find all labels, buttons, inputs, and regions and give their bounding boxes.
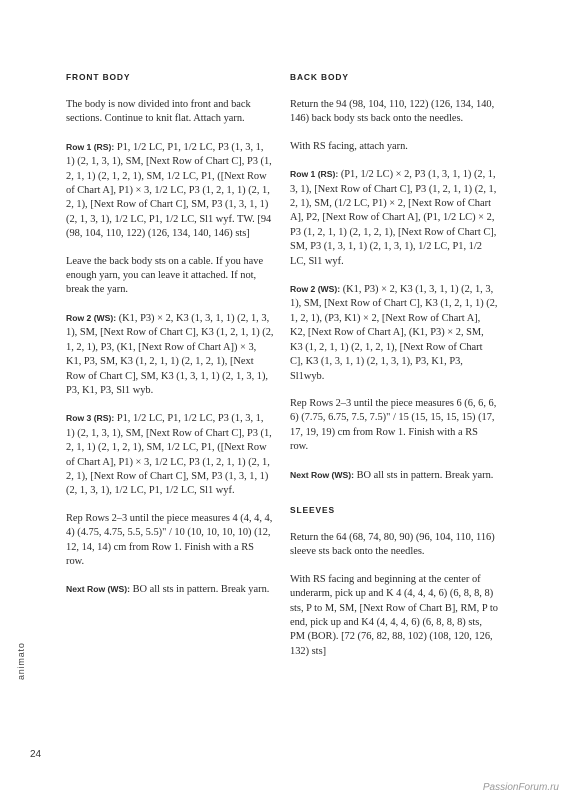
back-body-repeat: Rep Rows 2–3 until the piece measures 6 (6, 6, 6, 6) (7.75, 6.75, 7.5, 7.5)" / 15 (15, 15, 15, 15) (17, 17, 19, 19) cm from Row 1. Finish with a RS row. — [290, 397, 497, 453]
back-body-next-row — [290, 468, 498, 483]
sleeves-intro: Return the 64 (68, 74, 80, 90) (96, 104, 110, 116) sleeve sts back onto the needles. — [290, 531, 495, 558]
row-label: Row 1 (RS): — [66, 141, 115, 152]
front-body-repeat: Rep Rows 2–3 until the piece measures 4 (4, 4, 4, 4) (4.75, 4.75, 5.5, 5.5)" / 10 (10, 10, 10, 10) (12, 12, 14, 14) cm from Row 1. Finish with a RS row. — [66, 512, 273, 567]
back-body-row2 — [290, 282, 498, 384]
row-text: (K1, P3) × 2, K3 (1, 3, 1, 1) (2, 1, 3, 1), SM, [Next Row of Chart C], K3 (1, 2, 1, 1) (2, 1, 2, 1), P3, (K1, [Next Row of Chart A]) × 3, K1, P3, SM, K3 (1, 2, 1, 1) (2, 1, 2, 1), [Next Row of Chart C], SM, K3 (1, 3, 1, 1) (2, 1, 3, 1), P3, K1, P3, Sl1 wyb. — [66, 312, 274, 396]
row-label: Next Row (WS): — [290, 469, 354, 480]
row-label: Row 2 (WS): — [66, 312, 117, 323]
row-label: Row 2 (WS): — [290, 284, 341, 295]
row-text: (P1, 1/2 LC) × 2, P3 (1, 3, 1, 1) (2, 1, 3, 1), [Next Row of Chart C], P3 (1, 2, 1, 1) (2, 1, 2, 1), SM, (1/2 LC, P1) × 2, [Next Row of Chart A], P2, [Next Row of Chart A], (P1, 1/2 LC) × 2, P3 (1, 2, 1, 1) (2, 1, 2, 1), [Next Row of Chart C], SM, P3 (1, 3, 1, 1) (2, 1, 3, 1), 1/2 LC, P1, 1/2 LC, Sl1 wyf. — [290, 169, 497, 267]
front-body-row1 — [66, 140, 274, 242]
watermark: PassionForum.ru — [482, 782, 559, 793]
back-body-intro: Return the 94 (98, 104, 110, 122) (126, 134, 140, 146) back body sts back onto the needles. — [290, 99, 495, 125]
front-body-next-row — [66, 582, 274, 597]
row-label: Row 3 (RS): — [66, 413, 115, 424]
front-body-row3 — [66, 411, 274, 498]
right-column — [290, 72, 498, 672]
row-text: (K1, P3) × 2, K3 (1, 3, 1, 1) (2, 1, 3, 1), SM, [Next Row of Chart C], K3 (1, 2, 1, 1) (2, 1, 2, 1), (P3, K1) × 2, [Next Row of Chart A], K2, [Next Row of Chart A], (K1, P3) × 2, SM, K3 (1, 2, 1, 1) (2, 1, 2, 1), [Next Row of Chart C], K3 (1, 3, 1, 1) (2, 1, 3, 1), P3, K1, P3, Sl1wyb. — [290, 284, 498, 382]
page-number: 24 — [30, 749, 42, 760]
row-text: BO all sts in pattern. Break yarn. — [353, 469, 494, 481]
front-body-intro: The body is now divided into front and back sections. Continue to knit flat. Attach yarn. — [66, 99, 251, 125]
row-label: Row 1 (RS): — [290, 169, 339, 180]
side-label: animato — [16, 642, 26, 680]
back-body-heading: BACK BODY — [290, 72, 349, 82]
front-body-section — [66, 72, 274, 611]
row-label: Next Row (WS): — [66, 584, 130, 595]
back-body-row1 — [290, 167, 498, 269]
back-body-attach: With RS facing, attach yarn. — [290, 140, 408, 152]
front-body-leave-note: Leave the back body sts on a cable. If you have enough yarn, you can leave it attached. If not, break the yarn. — [66, 255, 264, 296]
sleeves-heading: SLEEVES — [290, 504, 335, 515]
sleeves-pickup: With RS facing and beginning at the center of underarm, pick up and K 4 (4, 4, 4, 6) (6, 8, 8, 8) sts, P to M, SM, [Next Row of Chart B], RM, P to end, pick up and K4 (4, 4, 4, 6) (6, 8, 8, 8) sts, PM (BOR). [72 (76, 82, 88, 102) (108, 120, 126, 132) sts] — [290, 573, 498, 657]
row-text: P1, 1/2 LC, P1, 1/2 LC, P3 (1, 3, 1, 1) (2, 1, 3, 1), SM, [Next Row of Chart C], P3 (1, 2, 1, 1) (2, 1, 2, 1), SM, 1/2 LC, P1, ([Next Row of Chart A], P1) × 3, 1/2 LC, P3 (1, 2, 1, 1) (2, 1, 2, 1), [Next Row of Chart C], SM, P3 (1, 3, 1, 1) (2, 1, 3, 1), 1/2 LC, P1, 1/2 LC, Sl1 wyf. — [66, 413, 272, 497]
front-body-heading: FRONT BODY — [66, 72, 131, 82]
row-text: BO all sts in pattern. Break yarn. — [129, 584, 270, 596]
row-text: P1, 1/2 LC, P1, 1/2 LC, P3 (1, 3, 1, 1) (2, 1, 3, 1), SM, [Next Row of Chart C], P3 (1, 2, 1, 1) (2, 1, 2, 1), SM, 1/2 LC, P1, ([Next Row of Chart A], P1) × 3, 1/2 LC, P3 (1, 2, 1, 1) (2, 1, 2, 1), [Next Row of Chart C], SM, P3 (1, 3, 1, 1) (2, 1, 3, 1), 1/2 LC, P1, 1/2 LC, Sl1 wyf. TW. [94 (98, 104, 110, 122) (126, 134, 140, 146) sts] — [66, 141, 272, 240]
front-body-row2 — [66, 311, 274, 398]
